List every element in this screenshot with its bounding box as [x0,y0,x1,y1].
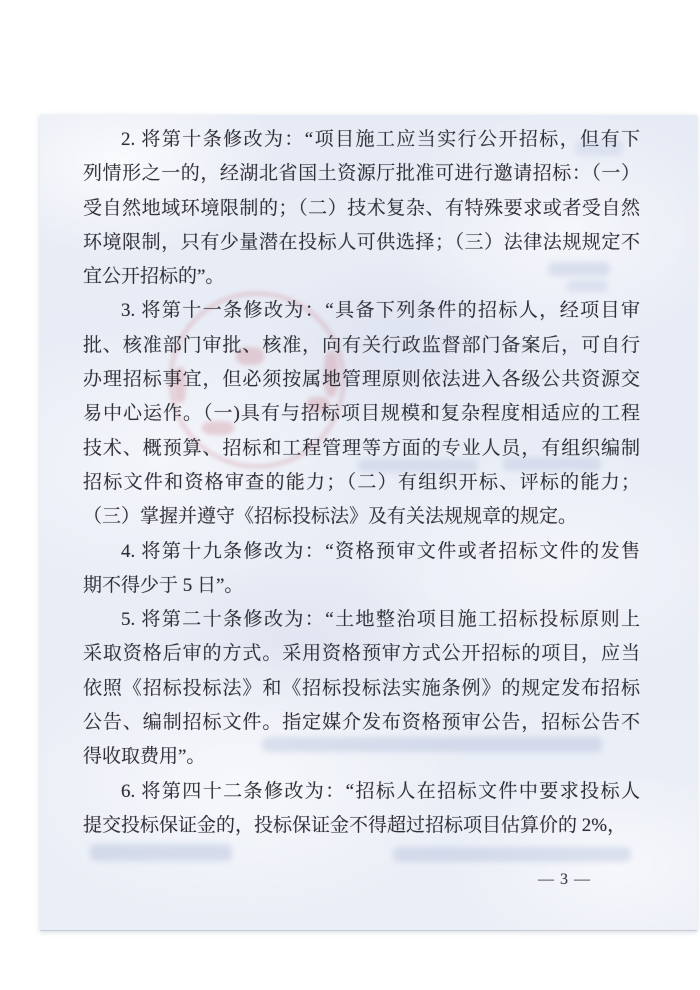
paragraph-amendment-article-10 [83,123,640,294]
text-line: 批、核准部门审批、核准，向有关行政监督部门备案后，可自行 [83,334,640,356]
ink-bleed-artifact [90,844,232,861]
ink-bleed-artifact [393,847,631,862]
text-line: 依照《招标投标法》和《招标投标法实施条例》的规定发布招标 [83,677,640,699]
text-line: 受自然地域环境限制的；（二）技术复杂、有特殊要求或者受自然 [83,197,640,219]
text-line: 期不得少于 5 日”。 [83,574,244,596]
text-line: 2. 将第十条修改为：“项目施工应当实行公开招标，但有下 [121,129,640,150]
text-line: 列情形之一的，经湖北省国土资源厅批准可进行邀请招标：（一） [83,163,640,185]
text-line: 4. 将第十九条修改为：“资格预审文件或者招标文件的发售 [121,540,640,562]
page-number: — 3 — [538,871,591,888]
text-line: 招标文件和资格审查的能力；（二）有组织开标、评标的能力； [83,471,640,493]
paragraph-amendment-article-11 [83,294,640,534]
text-line: 采取资格后审的方式。采用资格预审方式公开招标的项目，应当 [83,643,640,665]
text-line: 提交投标保证金的，投标保证金不得超过招标项目估算价的 2%， [83,814,627,836]
text-line: 6. 将第四十二条修改为：“招标人在招标文件中要求投标人 [121,780,640,802]
text-line: （三）掌握并遵守《招标投标法》及有关法规规章的规定。 [83,506,578,528]
paragraph-amendment-article-20 [83,603,640,774]
paragraph-amendment-article-19 [83,535,640,604]
document-body-text [83,123,640,843]
text-line: 技术、概预算、招标和工程管理等方面的专业人员，有组织编制 [83,437,640,459]
text-line: 易中心运作。（一)具有与招标项目规模和复杂程度相适应的工程 [83,403,640,425]
text-line: 宜公开招标的”。 [83,266,225,288]
text-line: 公告、编制招标文件。指定媒介发布资格预审公告，招标公告不 [83,712,640,734]
paragraph-amendment-article-42 [83,775,640,844]
text-line: 5. 将第二十条修改为：“土地整治项目施工招标投标原则上 [121,609,640,631]
text-line: 办理招标事宜，但必须按属地管理原则依法进入各级公共资源交 [83,369,640,391]
scanned-document-page [40,115,697,931]
text-line: 环境限制，只有少量潜在投标人可供选择；（三）法律法规规定不 [83,231,640,253]
text-line: 得收取费用”。 [83,746,206,768]
text-line: 3. 将第十一条修改为：“具备下列条件的招标人，经项目审 [121,300,640,322]
